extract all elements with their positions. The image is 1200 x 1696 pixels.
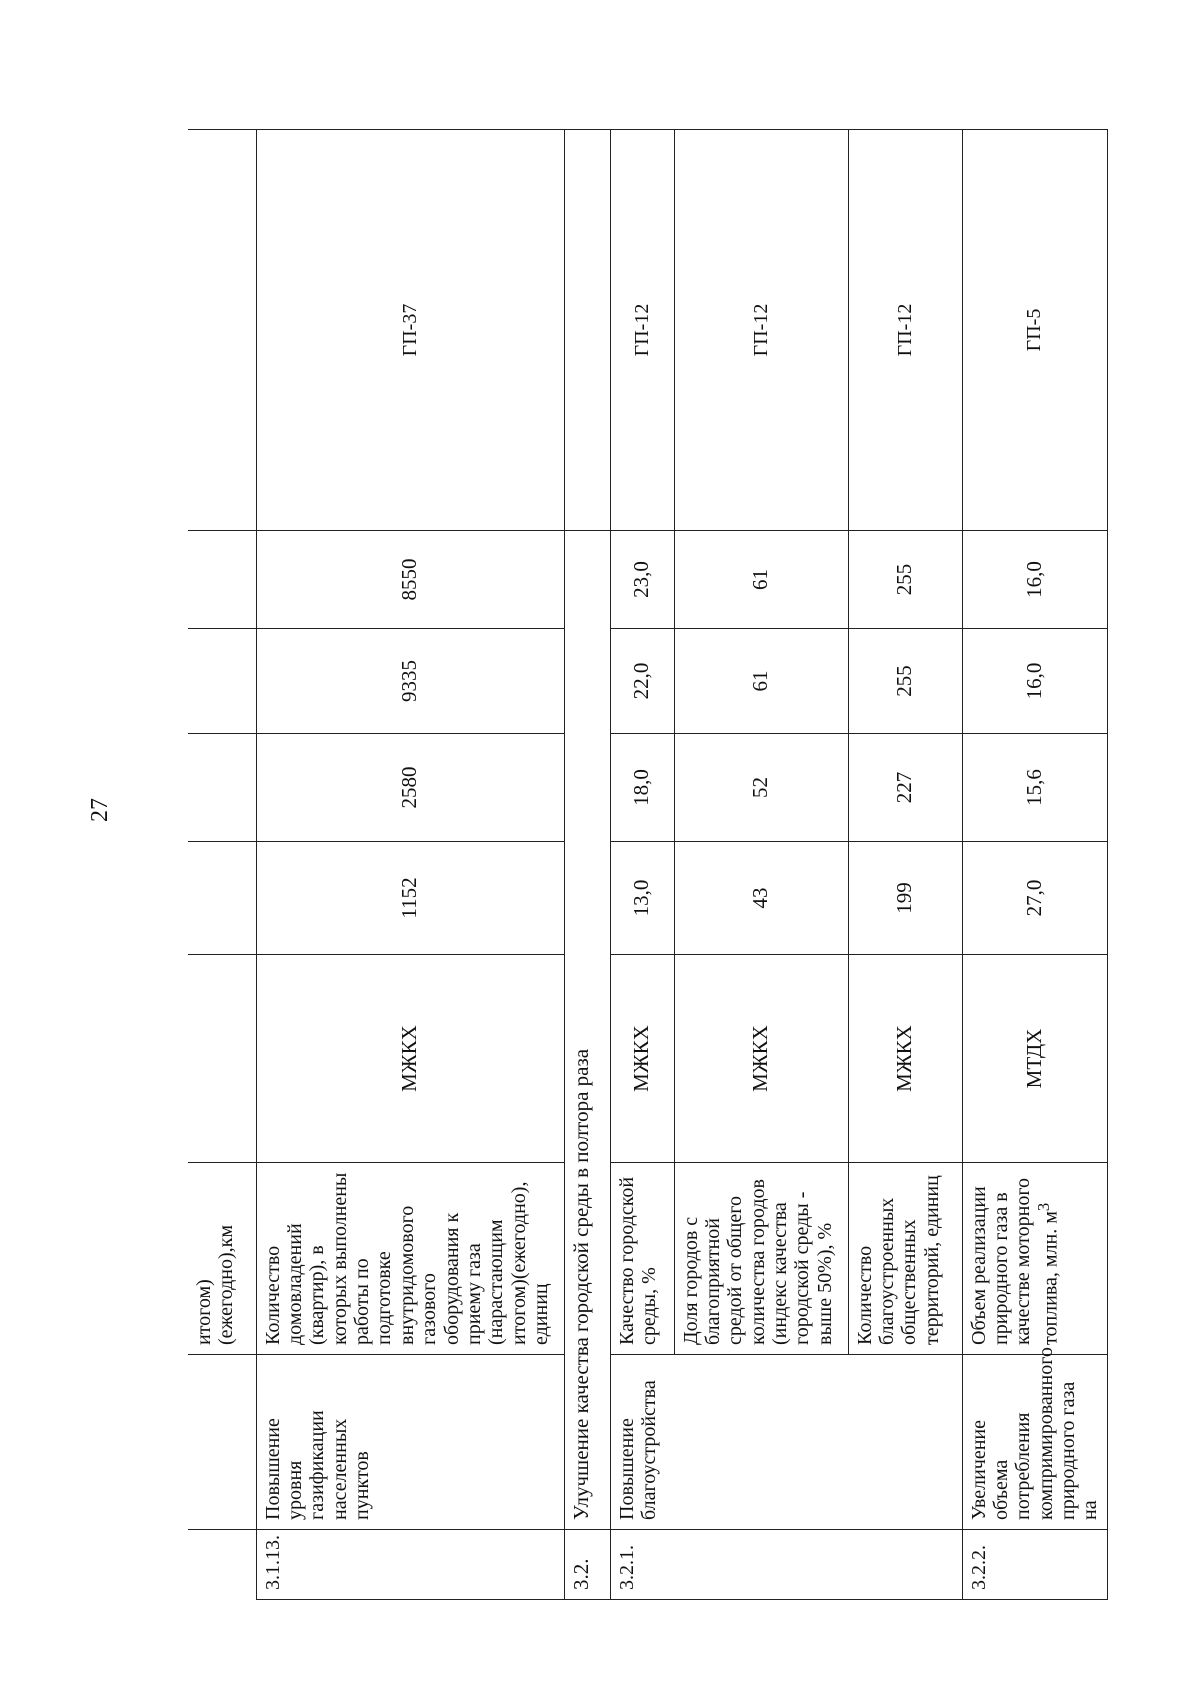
- rotated-table-sheet: [188, 130, 1128, 1600]
- cell-empty: [188, 130, 256, 531]
- cell-value-1: 27,0: [962, 842, 1107, 955]
- cell-indicator-continued: итогом) (ежегодно),км: [188, 1163, 256, 1355]
- unit-superscript: 3: [1033, 1202, 1053, 1212]
- cell-indicator: Доля городов с благоприятной средой от общего количества городов (индекс качества городской среды - выше 50%), %: [674, 1163, 848, 1355]
- cell-value-3: 61: [674, 629, 848, 734]
- cell-indicator: Количество благоустроенных общественных территорий, единиц: [848, 1163, 962, 1355]
- cell-value-2: 227: [848, 734, 962, 842]
- cell-value-1: 13,0: [610, 842, 674, 955]
- cell-section-code: 3.2.: [564, 1530, 610, 1600]
- cell-value-1: 199: [848, 842, 962, 955]
- cell-task: Повышение благоустройства: [610, 1355, 962, 1530]
- indicators-table: [188, 129, 1108, 1600]
- table-row-3-2-2: [962, 130, 1107, 1600]
- cell-code: 3.2.1.: [610, 1530, 962, 1600]
- cell-responsible: МЖКХ: [610, 955, 674, 1163]
- cell-empty: [564, 130, 610, 531]
- cell-value-4: 23,0: [610, 531, 674, 629]
- indicator-text: Объем реализации природного газа в качестве моторного топлива, млн. м: [967, 1177, 1062, 1345]
- cell-task-empty: [188, 1355, 256, 1530]
- cell-responsible: МТДХ: [962, 955, 1107, 1163]
- cell-value-2: 18,0: [610, 734, 674, 842]
- cell-indicator: [962, 1163, 1107, 1355]
- cell-value-4: 8550: [256, 531, 564, 629]
- cell-value-3: 16,0: [962, 629, 1107, 734]
- cell-value-4: 61: [674, 531, 848, 629]
- cell-empty: [188, 842, 256, 955]
- cell-value-2: 52: [674, 734, 848, 842]
- cell-responsible: МЖКХ: [674, 955, 848, 1163]
- cell-program: ГП-37: [256, 130, 564, 531]
- cell-program: ГП-12: [848, 130, 962, 531]
- cell-value-4: 255: [848, 531, 962, 629]
- cell-value-3: 255: [848, 629, 962, 734]
- cell-empty: [188, 955, 256, 1163]
- cell-program: ГП-12: [674, 130, 848, 531]
- cell-empty: [188, 629, 256, 734]
- table-row-3-1-13: [256, 130, 564, 1600]
- cell-task: Повышение уровня газификации населенных пунктов: [256, 1355, 564, 1530]
- page-number: 27: [87, 798, 113, 822]
- cell-code: 3.1.13.: [256, 1530, 564, 1600]
- table-row-3-2-1-a: [610, 130, 674, 1600]
- cell-program: ГП-12: [610, 130, 674, 531]
- cell-value-4: 16,0: [962, 531, 1107, 629]
- cell-empty: [188, 734, 256, 842]
- cell-task: Увеличение объема потребления компримированного природного газа на: [962, 1355, 1107, 1530]
- cell-responsible: МЖКХ: [256, 955, 564, 1163]
- cell-value-1: 1152: [256, 842, 564, 955]
- table-row-section-3-2: [564, 130, 610, 1600]
- cell-value-3: 22,0: [610, 629, 674, 734]
- cell-code: 3.2.2.: [962, 1530, 1107, 1600]
- cell-value-2: 15,6: [962, 734, 1107, 842]
- table-row-continued: [188, 130, 256, 1600]
- cell-value-3: 9335: [256, 629, 564, 734]
- cell-indicator: Количество домовладений (квартир), в которых выполнены работы по подготовке внутридомового газового оборудования к приему газа (нарастающим итогом)(ежегодно), единиц: [256, 1163, 564, 1355]
- cell-value-2: 2580: [256, 734, 564, 842]
- cell-value-1: 43: [674, 842, 848, 955]
- cell-indicator: Качество городской среды, %: [610, 1163, 674, 1355]
- cell-responsible: МЖКХ: [848, 955, 962, 1163]
- cell-program: ГП-5: [962, 130, 1107, 531]
- cell-section-title: Улучшение качества городской среды в полтора раза: [564, 531, 610, 1530]
- cell-empty: [188, 531, 256, 629]
- cell-code-empty: [188, 1530, 256, 1600]
